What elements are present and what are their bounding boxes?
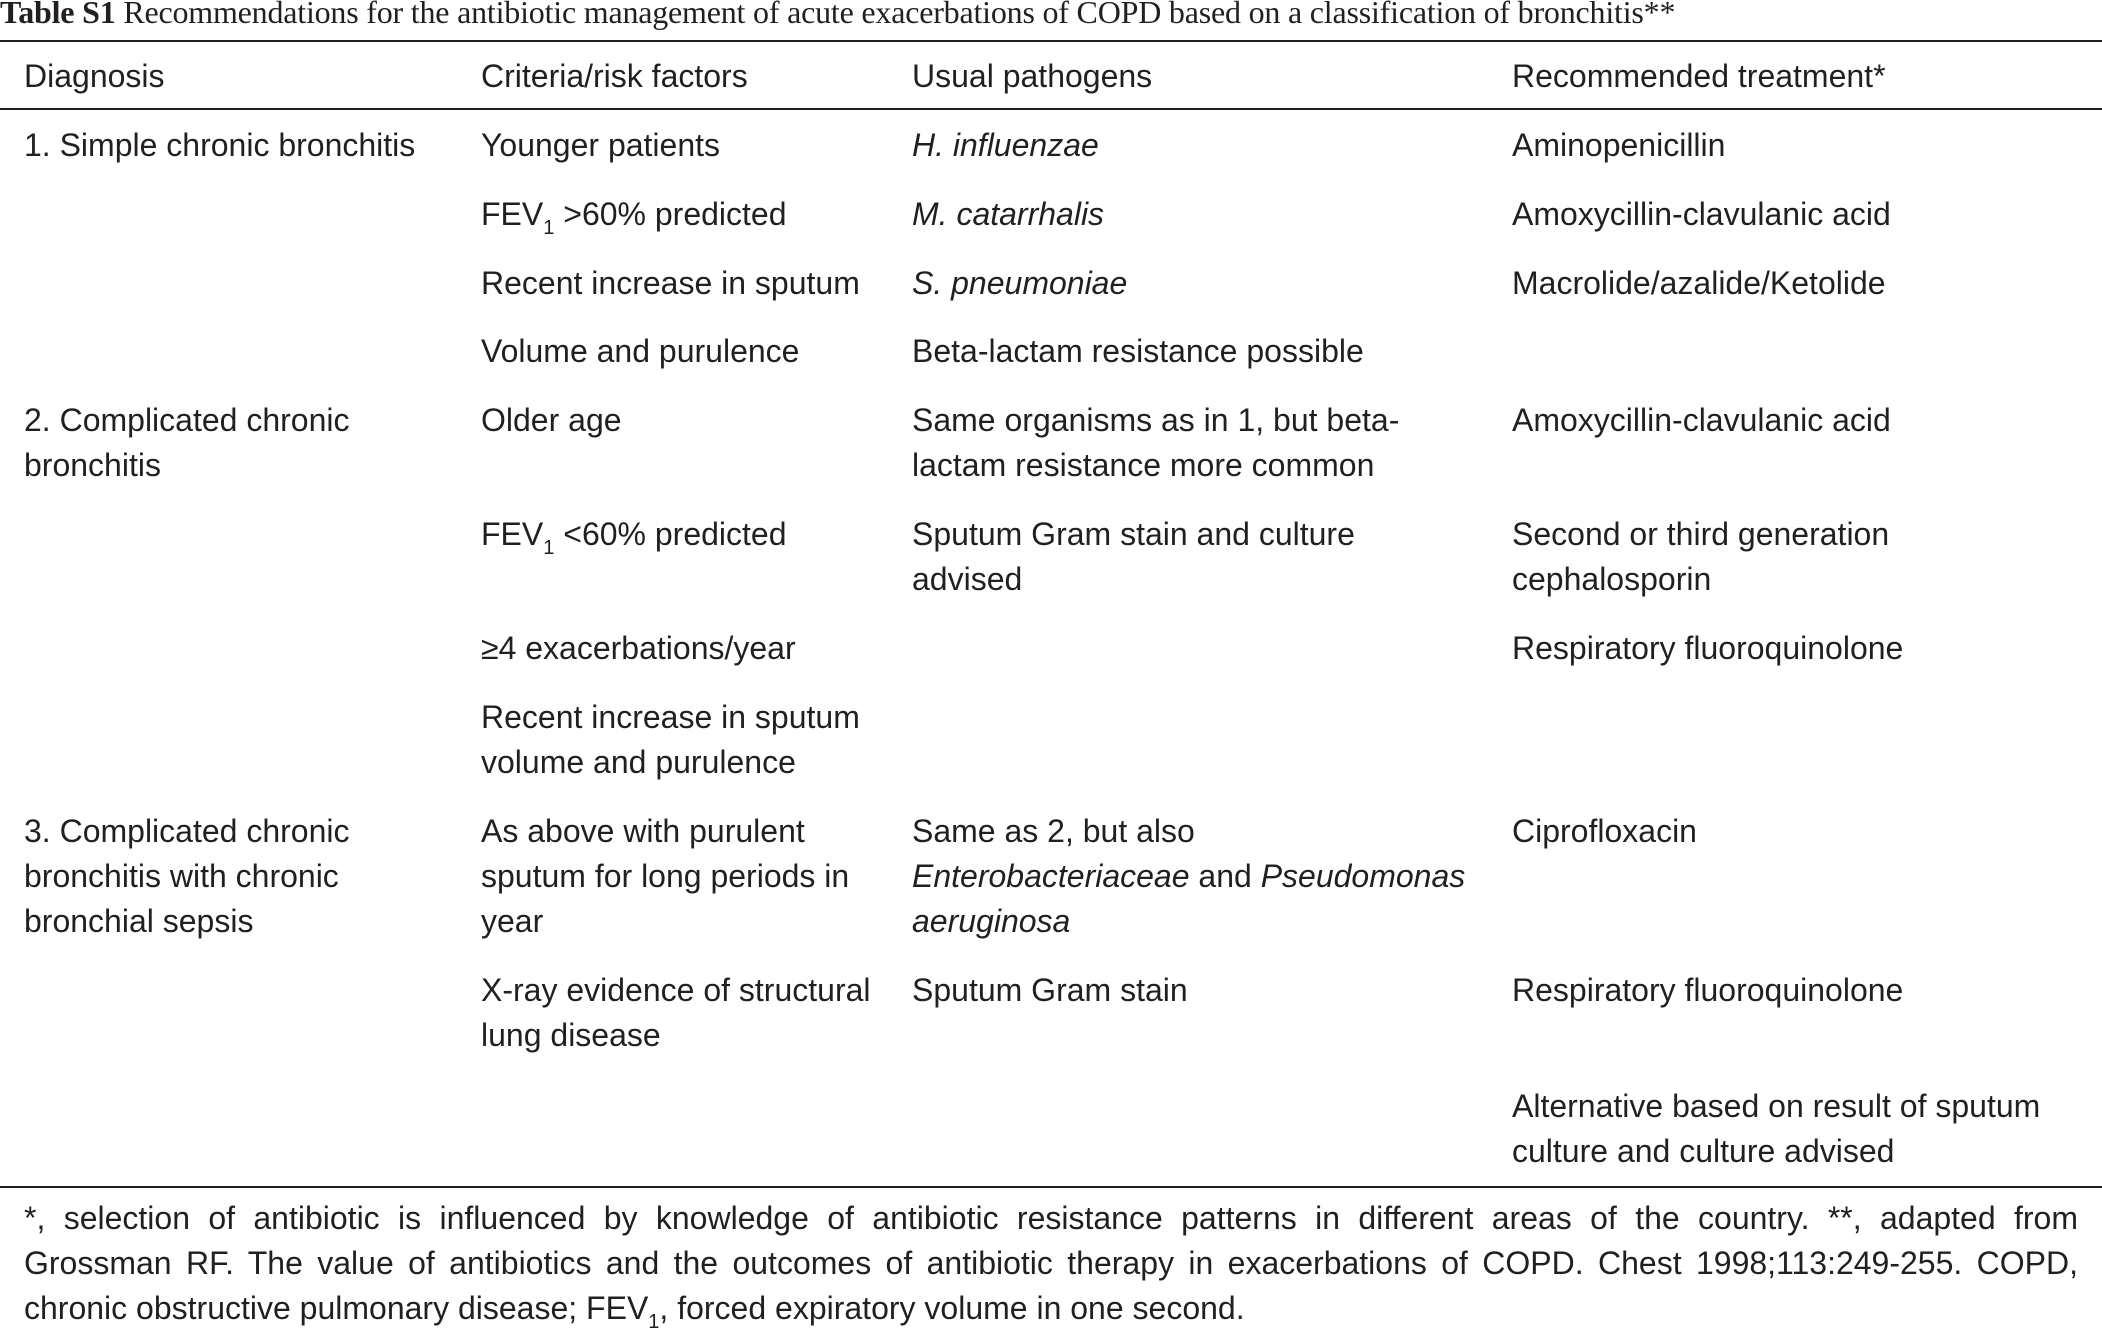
footnote-line: Grossman RF. The value of antibiotics and the outcomes of antibiotic therapy in exacerbations of COPD. Chest 1998;113:249-255. COPD, xyxy=(24,1245,2078,1281)
pathogen-line: Same as 2, but also xyxy=(912,813,1195,849)
table-label: Table S1 xyxy=(0,0,116,30)
treatment-line: cephalosporin xyxy=(1512,561,1712,597)
fev-text: FEV xyxy=(481,196,544,232)
treatment-cell: Amoxycillin-clavulanic acid xyxy=(1512,196,1891,232)
fev-text: FEV xyxy=(481,516,544,552)
criteria-line: As above with purulent xyxy=(481,813,805,849)
treatment-line: Alternative based on result of sputum xyxy=(1512,1088,2041,1124)
treatment-cell xyxy=(1512,512,2082,602)
fev-subscript: 1 xyxy=(543,537,555,559)
diagnosis-line: bronchial sepsis xyxy=(24,903,254,939)
header-criteria: Criteria/risk factors xyxy=(481,58,748,94)
criteria-line: sputum for long periods in xyxy=(481,858,850,894)
criteria-cell xyxy=(481,192,897,237)
diagnosis-3 xyxy=(24,809,464,944)
top-rule xyxy=(0,40,2102,42)
footnote-text: , forced expiratory volume in one second. xyxy=(659,1290,1245,1326)
diagnosis-1: 1. Simple chronic bronchitis xyxy=(24,127,416,163)
diagnosis-line: 2. Complicated chronic xyxy=(24,402,350,438)
diagnosis-line: 3. Complicated chronic xyxy=(24,813,350,849)
criteria-cell: Recent increase in sputum xyxy=(481,265,860,301)
criteria-line: volume and purulence xyxy=(481,744,796,780)
pathogen-line xyxy=(912,854,1502,899)
table-footnote xyxy=(24,1196,2078,1331)
criteria-cell: ≥4 exacerbations/year xyxy=(481,630,796,666)
treatment-cell: Amoxycillin-clavulanic acid xyxy=(1512,402,1891,438)
pathogen-cell xyxy=(912,809,1502,944)
header-diagnosis: Diagnosis xyxy=(24,58,165,94)
treatment-cell: Aminopenicillin xyxy=(1512,127,1726,163)
treatment-cell: Ciprofloxacin xyxy=(1512,813,1697,849)
treatment-cell: Respiratory fluoroquinolone xyxy=(1512,630,1904,666)
pathogen-cell xyxy=(912,398,1502,488)
header-rule xyxy=(0,108,2102,110)
pathogen-line: advised xyxy=(912,561,1023,597)
criteria-text: >60% predicted xyxy=(554,196,787,232)
bottom-rule xyxy=(0,1186,2102,1188)
treatment-cell: Macrolide/azalide/Ketolide xyxy=(1512,265,1886,301)
header-treatment: Recommended treatment* xyxy=(1512,58,1886,94)
criteria-cell: Older age xyxy=(481,402,622,438)
treatment-cell xyxy=(1512,1084,2082,1174)
connector-text: and xyxy=(1189,858,1261,894)
treatment-cell: Respiratory fluoroquinolone xyxy=(1512,972,1904,1008)
treatment-line: Second or third generation xyxy=(1512,516,1890,552)
diagnosis-line: bronchitis with chronic xyxy=(24,858,339,894)
criteria-line: year xyxy=(481,903,544,939)
criteria-cell xyxy=(481,968,897,1058)
criteria-line: Recent increase in sputum xyxy=(481,699,860,735)
pathogen-line: lactam resistance more common xyxy=(912,447,1375,483)
criteria-line: X-ray evidence of structural xyxy=(481,972,871,1008)
pathogen-cell: Beta-lactam resistance possible xyxy=(912,333,1364,369)
treatment-line: culture and culture advised xyxy=(1512,1133,1895,1169)
pathogen-cell: M. catarrhalis xyxy=(912,196,1105,232)
table-title: Recommendations for the antibiotic management of acute exacerbations of COPD based on a classification of bronchitis** xyxy=(123,0,1676,30)
diagnosis-line: bronchitis xyxy=(24,447,161,483)
pathogen-cell xyxy=(912,512,1502,602)
criteria-cell xyxy=(481,512,897,557)
pathogen-line: Sputum Gram stain and culture xyxy=(912,516,1355,552)
criteria-cell: Younger patients xyxy=(481,127,721,163)
header-pathogens: Usual pathogens xyxy=(912,58,1153,94)
table-caption xyxy=(0,0,2102,32)
fev-subscript: 1 xyxy=(648,1311,660,1333)
footnote-text: chronic obstructive pulmonary disease; FEV xyxy=(24,1290,649,1326)
organism-name: Enterobacteriaceae xyxy=(912,858,1190,894)
pathogen-line: aeruginosa xyxy=(912,903,1071,939)
pathogen-cell: H. influenzae xyxy=(912,127,1099,163)
criteria-cell xyxy=(481,809,897,944)
pathogen-cell: S. pneumoniae xyxy=(912,265,1128,301)
criteria-text: <60% predicted xyxy=(554,516,787,552)
criteria-cell xyxy=(481,695,897,785)
footnote-line: *, selection of antibiotic is influenced by knowledge of antibiotic resistance patterns in different areas of the country. **, adapted from xyxy=(24,1200,2078,1236)
fev-subscript: 1 xyxy=(543,217,555,239)
pathogen-line: Same organisms as in 1, but beta- xyxy=(912,402,1400,438)
footnote-line xyxy=(24,1286,2078,1331)
criteria-line: lung disease xyxy=(481,1017,661,1053)
organism-name: Pseudomonas xyxy=(1260,858,1466,894)
criteria-cell: Volume and purulence xyxy=(481,333,800,369)
pathogen-cell: Sputum Gram stain xyxy=(912,972,1188,1008)
diagnosis-2 xyxy=(24,398,464,488)
